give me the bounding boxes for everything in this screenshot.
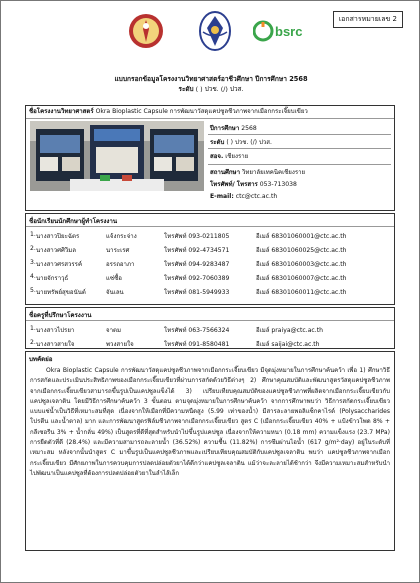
student-row [30,245,390,254]
ministry-emblem-logo [125,12,167,50]
person-surname: แจ้งกระจ่าง [106,233,137,240]
year-label: ปีการศึกษา [210,125,240,132]
year-row [210,123,257,133]
project-name-label: ชื่อโครงงานวิทยาศาสตร์ [29,108,94,115]
year-value: 2568 [241,125,257,132]
school-label: สถานศึกษา [210,169,240,176]
person-phone: โทรศัพท์ 063-7566324 [164,327,230,334]
person-email[interactable]: อีเมล์ saijai@ctc.ac.th [256,341,320,348]
level-row [210,137,272,147]
student-row [30,273,390,282]
person-name: นางสาวสายใจ [36,341,75,348]
advisors-title: ชื่อครูที่ปรึกษาโครงงาน [29,312,92,319]
row-number: 2. [30,245,36,252]
person-phone: โทรศัพท์ 091-8580481 [164,341,230,348]
person-phone: โทรศัพท์ 094-9283487 [164,261,230,268]
person-phone: โทรศัพท์ 081-5949933 [164,289,230,296]
row-number: 2. [30,339,36,346]
email-label: E-mail: [210,193,234,200]
advisors-section [25,307,395,349]
office-row [210,151,248,161]
form-level-options: ( ) ปวช. (/) ปวส. [195,85,244,93]
person-surname: จาตม [106,327,121,334]
person-email[interactable]: อีเมล์ praiya@ctc.ac.th [256,327,323,334]
document-number-tag: เอกสารหมายเลข 2 [333,11,403,28]
bsrc-logo [253,18,305,44]
office-label: สอจ. [210,153,224,160]
row-number: 3. [30,259,36,266]
header-logos [1,10,420,50]
project-display-photo [30,121,204,191]
person-name: นางสาวปิยะฉัตร [36,233,80,240]
abstract-text: Okra Bioplastic Capsule การพัฒนาวัสดุแคปซูลชีวภาพจากเมือกกระเจี๊ยบเขียว มีจุดมุ่งหมายในการศึกษาค้นคว้า เพื่อ 1) ศึกษาวิธีการสกัดและประเมินประสิทธิภาพของเมือกกระเจี๊ยบเขียวที่ผ่านการสกัดด้วยวิธีต่างๆ 2) ศึกษาคุณสมบัติและพัฒนาสูตรวัสดุแคปซูลชีวภาพจากเมือกกระเจี๊ยบเขียวสามารถขึ้นรูปเป็นแคปซูลแข็งได้ 3) เปรียบเทียบคุณสมบัติของแคปซูลชีวภาพที่ผลิตจากเมือกกระเจี๊ยบเขียวกับแคปซูลเจลาติน โดยมีวิธีการศึกษาค้นคว้า 3 ขั้นตอน ตามจุดมุ่งหมายในการศึกษาค้นคว้า จากการศึกษาพบว่า วิธีการสกัดกระเจี๊ยบเขียวแบบแช่น้ำเป็นวิธีที่เหมาะสมที่สุด เนื่องจากให้เมือกที่มีความหนืดสูง (5.99 เท่าของน้ำ) มีสารละลายพอลิแซ็กคาไรด์ (Polysaccharides โปรตีน และน้ำตาล) มาก และการพัฒนาสูตรฟิล์มชีวภาพจากเมือกกระเจี๊ยบเขียว สูตร C (เมือกกระเจี๊ยบเขียว 40% + แป้งข้าวโพด 8% + กลีเซอรีน 3% + น้ำกลั่น 49%) เป็นสูตรที่ดีที่สุดสำหรับนำไปขึ้นรูปแคปซูล เนื่องจากให้ความหนา (0.18 mm) ความแข็งแรง (23.7 MPa) การยืดตัวที่ดี (28.4%) และมีความสามารถละลายน้ำ (36.52%) ความชื้น (11.82%) การซึมผ่านไอน้ำ (617 g/m²·day) อยู่ในระดับที่เหมาะสม หลังจากนั้นนำสูตร C มาขึ้นรูปเป็นแคปซูลชีวภาพและเปรียบเทียบคุณสมบัติกับแคปซูลเจลาติน พบว่า แคปซูลชีวภาพจากเมือกกระเจี๊ยบเขียว มีศักยภาพในการควบคุมการปลดปล่อยตัวยาได้ดีกว่าแคปซูลเจลาติน แม้ว่าจะละลายได้ช้ากว่า จึงมีความเหมาะสมสำหรับนำไปพัฒนาเป็นแคปซูลที่ต้องการปลดปล่อยตัวยาในลำไส้เล็ก [30,367,390,477]
level-value: ( ) ปวช. (/) ปวส. [226,139,272,146]
person-surname: อรรถอาภา [106,261,135,268]
person-email[interactable]: อีเมล์ 68301060025@ctc.ac.th [256,247,347,254]
person-email[interactable]: อีเมล์ 68301060011@ctc.ac.th [256,289,347,296]
person-surname: พวงสายใจ [106,341,134,348]
school-row [210,167,305,177]
form-level-label: ระดับ [178,85,194,93]
person-name: นางสาวศศิวิมล [36,247,77,254]
office-value: เชียงราย [225,153,249,160]
row-number: 1. [30,231,36,238]
svg-text:bsrc: bsrc [275,24,303,39]
person-surname: จันเลน [106,289,124,296]
email-row [210,193,277,200]
advisor-row [30,339,390,348]
vocational-crest-logo [197,10,233,52]
person-surname: นาระเรศ [106,247,130,254]
abstract-title: บทคัดย่อ [29,356,53,363]
person-name: นางสาวศรสวรรค์ [36,261,83,268]
phone-row [210,179,297,189]
form-title: แบบกรอกข้อมูลโครงงานวิทยาศาสตร์อาชีวศึกษา ปีการศึกษา 2568 [114,75,308,83]
students-title: ชื่อนักเรียนนักศึกษาผู้ทำโครงงาน [29,218,118,225]
abstract-section [25,351,395,551]
email-value: ctc@ctc.ac.th [235,193,278,200]
row-number: 1. [30,325,36,332]
row-number: 4. [30,273,36,280]
form-level [1,84,420,94]
phone-value: 053-713038 [259,181,297,188]
project-name [29,108,391,116]
person-name: นายทรัพย์สุขอนันต์ [36,289,86,296]
person-name: นางสาวไปรยา [36,327,75,334]
advisor-row [30,325,390,334]
project-name-value: Okra Bioplastic Capsule การพัฒนาวัสดุแคปซูลชีวภาพจากเมือกกระเจี๊ยบเขียว [95,108,308,115]
student-row [30,231,390,240]
project-section [25,105,395,211]
person-email[interactable]: อีเมล์ 68301060007@ctc.ac.th [256,275,347,282]
phone-label: โทรศัพท์/ โทรสาร [210,181,258,188]
student-row [30,259,390,268]
row-number: 5. [30,287,36,294]
person-phone: โทรศัพท์ 093-0211805 [164,233,230,240]
person-email[interactable]: อีเมล์ 68301060003@ctc.ac.th [256,261,347,268]
level-label: ระดับ [210,139,225,146]
person-email[interactable]: อีเมล์ 68301060001@ctc.ac.th [256,233,347,240]
person-name: นายจักราวุธ์ [36,275,69,282]
school-value: วิทยาลัยเทคนิคเชียงราย [241,169,306,176]
person-surname: แซ่ซื้อ [106,275,122,282]
person-phone: โทรศัพท์ 092-4734571 [164,247,230,254]
student-row [30,287,390,296]
person-phone: โทรศัพท์ 092-7060389 [164,275,230,282]
students-section [25,213,395,305]
